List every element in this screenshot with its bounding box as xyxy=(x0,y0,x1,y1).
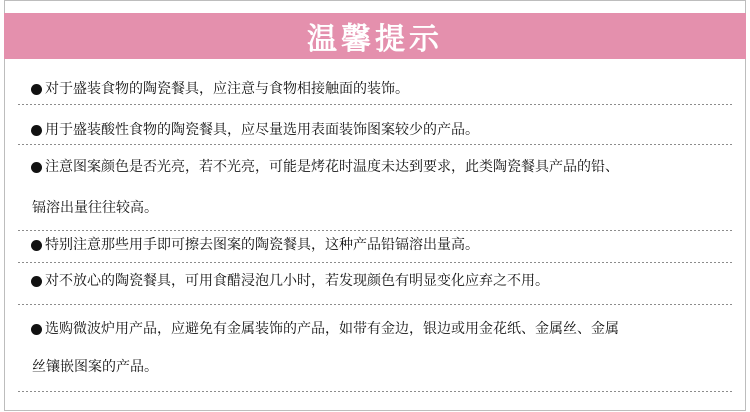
divider xyxy=(18,230,733,231)
divider xyxy=(18,104,733,105)
tip-item xyxy=(31,80,409,98)
tip-text: 选购微波炉用产品，应避免有金属装饰的产品，如带有金边，银边或用金花纸、金属丝、金属 xyxy=(45,321,619,337)
tip-item-continuation xyxy=(32,199,158,217)
tip-item xyxy=(31,236,479,254)
divider xyxy=(18,262,733,263)
divider xyxy=(18,144,733,145)
tip-text: 丝镶嵌图案的产品。 xyxy=(32,359,158,375)
bullet-dot-icon xyxy=(31,125,42,136)
tip-text: 对不放心的陶瓷餐具，可用食醋浸泡几小时，若发现颜色有明显变化应弃之不用。 xyxy=(45,273,549,289)
tip-item-continuation xyxy=(32,358,158,376)
tip-text: 注意图案颜色是否光亮，若不光亮，可能是烤花时温度未达到要求，此类陶瓷餐具产品的铅、 xyxy=(45,159,619,175)
tip-item xyxy=(31,121,479,139)
tip-text: 用于盛装酸性食物的陶瓷餐具，应尽量选用表面装饰图案较少的产品。 xyxy=(45,122,479,138)
bullet-dot-icon xyxy=(31,84,42,95)
tip-item xyxy=(31,320,619,338)
page-title: 温馨提示 xyxy=(307,22,443,57)
divider xyxy=(18,304,733,305)
title-banner xyxy=(4,13,746,59)
bullet-dot-icon xyxy=(31,324,42,335)
bullet-dot-icon xyxy=(31,276,42,287)
tip-text: 对于盛装食物的陶瓷餐具，应注意与食物相接触面的装饰。 xyxy=(45,81,409,97)
bullet-dot-icon xyxy=(31,162,42,173)
tip-text: 特别注意那些用手即可擦去图案的陶瓷餐具，这种产品铅镉溶出量高。 xyxy=(45,237,479,253)
bullet-dot-icon xyxy=(31,240,42,251)
tip-item xyxy=(31,272,549,290)
divider xyxy=(18,391,733,392)
tip-item xyxy=(31,158,619,176)
tip-text: 镉溶出量往往较高。 xyxy=(32,200,158,216)
